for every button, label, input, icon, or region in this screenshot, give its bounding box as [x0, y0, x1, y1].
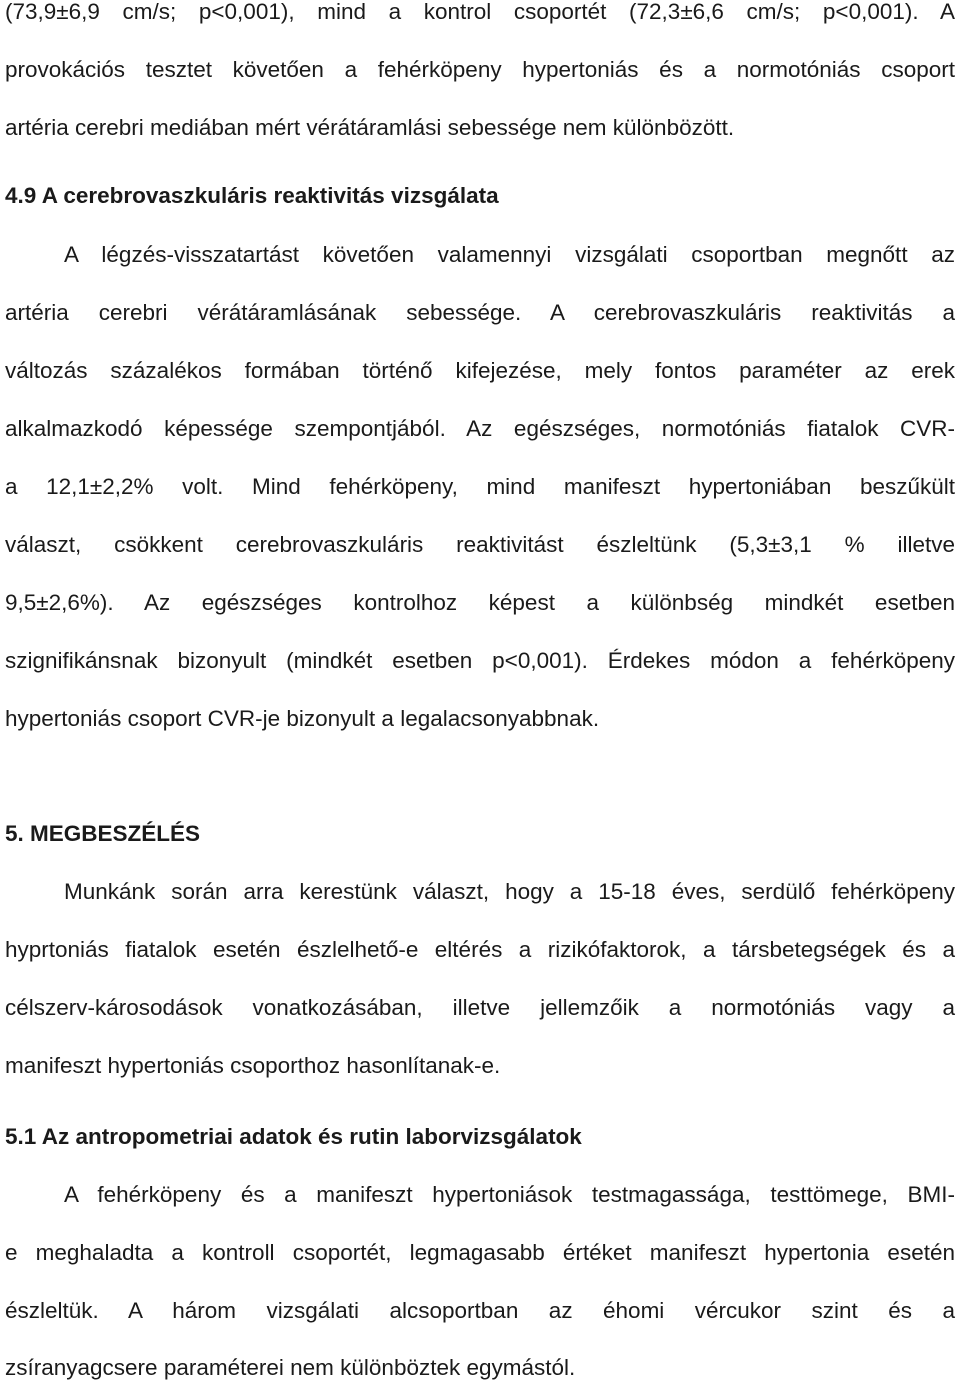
paragraph-line: szignifikánsnak bizonyult (mindkét esetben p<0,001). Érdekes módon a fehérköpeny — [5, 648, 955, 673]
paragraph-line: manifeszt hypertoniás csoporthoz hasonlítanak-e. — [5, 1053, 501, 1078]
paragraph-line: zsíranyagcsere paraméterei nem különböztek egymástól. — [5, 1355, 576, 1380]
paragraph-line: 9,5±2,6%). Az egészséges kontrolhoz képest a különbség mindkét esetben — [5, 590, 955, 615]
paragraph-line: hyprtoniás fiatalok esetén észlelhető-e eltérés a rizikófaktorok, a társbetegségek és a — [5, 937, 955, 962]
paragraph-line: (73,9±6,9 cm/s; p<0,001), mind a kontrol csoportét (72,3±6,6 cm/s; p<0,001). A — [5, 0, 955, 24]
paragraph-line: e meghaladta a kontroll csoportét, legmagasabb értéket manifeszt hypertonia esetén — [5, 1240, 955, 1265]
section-heading-5-1: 5.1 Az antropometriai adatok és rutin laborvizsgálatok — [5, 1124, 582, 1149]
section-heading-5: 5. MEGBESZÉLÉS — [5, 821, 201, 846]
paragraph-line: észleltük. A három vizsgálati alcsoportban az éhomi vércukor szint és a — [5, 1298, 955, 1323]
section-heading-4-9: 4.9 A cerebrovaszkuláris reaktivitás vizsgálata — [5, 183, 499, 208]
paragraph-line: a 12,1±2,2% volt. Mind fehérköpeny, mind manifeszt hypertoniában beszűkült — [5, 474, 955, 499]
paragraph-line: választ, csökkent cerebrovaszkuláris reaktivitást észleltünk (5,3±3,1 % illetve — [5, 532, 955, 557]
paragraph-line: A légzés-visszatartást követően valamennyi vizsgálati csoportban megnőtt az — [64, 242, 955, 267]
paragraph-line: hypertoniás csoport CVR-je bizonyult a legalacsonyabbnak. — [5, 706, 600, 731]
paragraph-line: A fehérköpeny és a manifeszt hypertoniások testmagassága, testtömege, BMI- — [64, 1182, 955, 1207]
paragraph-line: változás százalékos formában történő kifejezése, mely fontos paraméter az erek — [5, 358, 955, 383]
paragraph-line: alkalmazkodó képessége szempontjából. Az egészséges, normotóniás fiatalok CVR- — [5, 416, 955, 441]
paragraph-line: Munkánk során arra kerestünk választ, hogy a 15-18 éves, serdülő fehérköpeny — [64, 879, 955, 904]
paragraph-line: célszerv-károsodások vonatkozásában, illetve jellemzőik a normotóniás vagy a — [5, 995, 955, 1020]
paragraph-line: provokációs tesztet követően a fehérköpeny hypertoniás és a normotóniás csoport — [5, 57, 955, 82]
paragraph-line: artéria cerebri vérátáramlásának sebessége. A cerebrovaszkuláris reaktivitás a — [5, 300, 955, 325]
paragraph-line: artéria cerebri mediában mért vérátáramlási sebessége nem különbözött. — [5, 115, 735, 140]
